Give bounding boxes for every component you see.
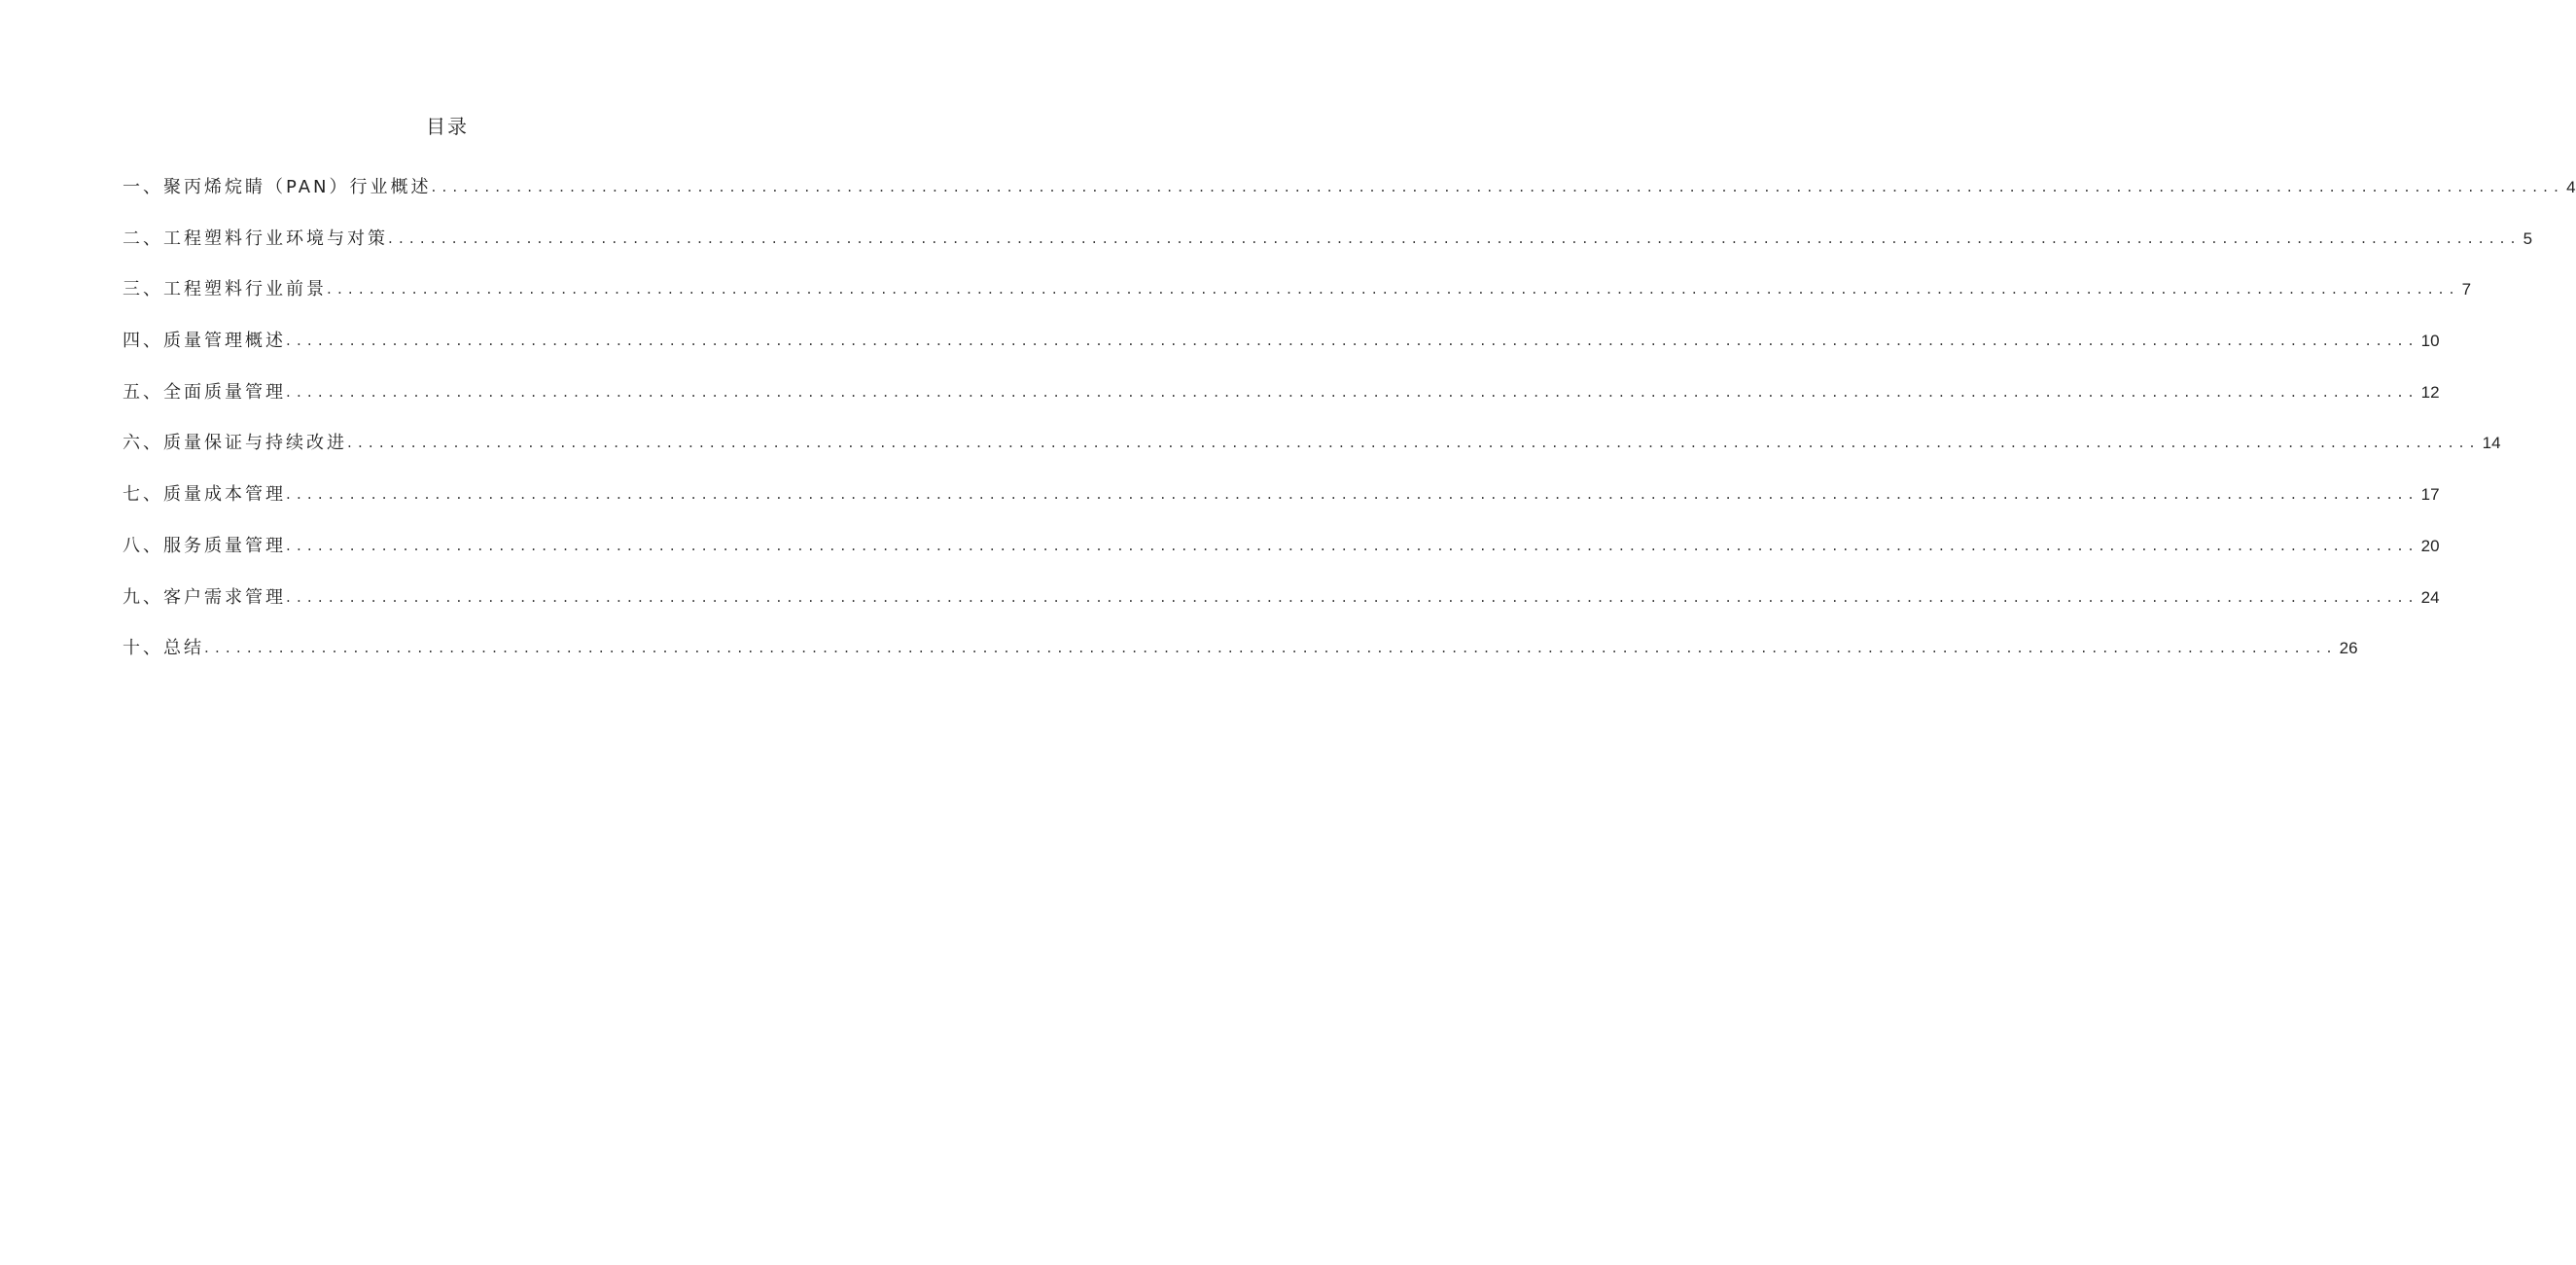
- toc-entry[interactable]: [123, 326, 2440, 377]
- toc-leader-dots: ........................................................................................................................................................................................................: [286, 587, 2419, 606]
- toc-entry[interactable]: [123, 172, 2576, 224]
- toc-title: 目录: [426, 115, 469, 138]
- toc-entry-page: 10: [2420, 332, 2440, 351]
- toc-leader-dots: ........................................................................................................................................................................................................: [286, 485, 2419, 504]
- toc-entry-page: 20: [2420, 536, 2440, 555]
- toc-entry[interactable]: [123, 377, 2440, 429]
- toc-leader-dots: ........................................................................................................................................................................................................: [327, 280, 2460, 299]
- toc-entry-label: 二、工程塑料行业环境与对策: [123, 228, 388, 249]
- toc-entry-label: 三、工程塑料行业前景: [123, 279, 327, 300]
- toc-entry-page: 17: [2420, 485, 2440, 505]
- toc-entry-label: 六、质量保证与持续改进: [123, 433, 347, 454]
- toc-entry-label: 五、全面质量管理: [123, 381, 286, 403]
- toc-entry[interactable]: [123, 224, 2533, 275]
- toc-entry-label: 七、质量成本管理: [123, 484, 286, 506]
- toc-entry[interactable]: [123, 582, 2440, 634]
- toc-leader-dots: ........................................................................................................................................................................................................: [388, 228, 2522, 247]
- toc-entry[interactable]: [123, 633, 2358, 685]
- toc-leader-dots: ........................................................................................................................................................................................................: [286, 536, 2419, 554]
- toc-entry-page: 7: [2461, 280, 2472, 299]
- toc-entry-page: 14: [2482, 434, 2501, 453]
- toc-entry-page: 26: [2339, 639, 2358, 658]
- toc-entry-label: 一、聚丙烯烷睛（PAN）行业概述: [123, 177, 432, 197]
- toc-entry[interactable]: [123, 274, 2472, 326]
- toc-leader-dots: ........................................................................................................................................................................................................: [286, 332, 2419, 350]
- toc-leader-dots: ........................................................................................................................................................................................................: [431, 178, 2565, 195]
- toc-leader-dots: ........................................................................................................................................................................................................: [347, 434, 2481, 452]
- toc-leader-dots: ........................................................................................................................................................................................................: [204, 639, 2338, 657]
- toc-entry[interactable]: [123, 428, 2501, 479]
- toc-entry-page: 24: [2420, 587, 2440, 607]
- toc-entry-label: 九、客户需求管理: [123, 586, 286, 608]
- toc-entry-page: 5: [2523, 228, 2533, 248]
- toc-entry-label: 十、总结: [123, 638, 204, 659]
- toc-entry-page: 12: [2420, 382, 2440, 402]
- toc-entry-page: 4: [2566, 178, 2576, 196]
- toc-entry[interactable]: [123, 531, 2440, 582]
- toc-leader-dots: ........................................................................................................................................................................................................: [286, 382, 2419, 401]
- toc-entry-label: 八、服务质量管理: [123, 535, 286, 556]
- toc-entry-label: 四、质量管理概述: [123, 331, 286, 352]
- toc-list: [123, 172, 2576, 685]
- toc-entry[interactable]: [123, 479, 2440, 531]
